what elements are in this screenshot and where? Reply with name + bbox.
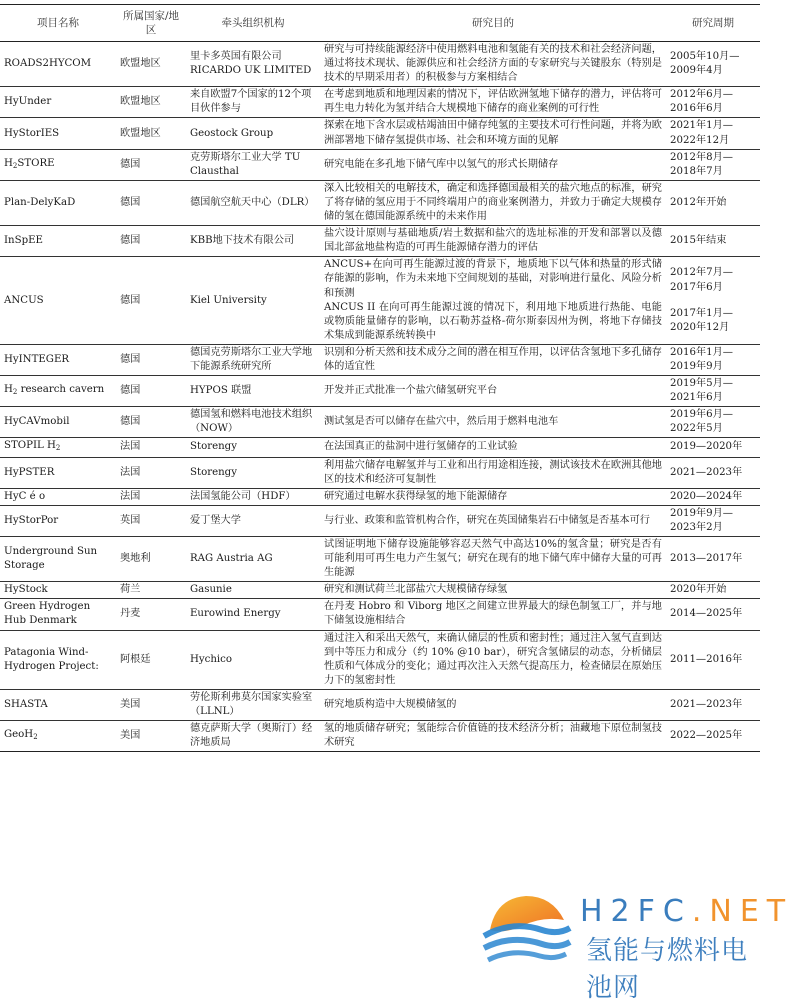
- cell-project-name: Underground Sun Storage: [0, 537, 116, 582]
- cell-period: 2005年10月—2009年4月: [666, 42, 760, 87]
- cell-project-name: [0, 721, 116, 752]
- table-row: [0, 87, 760, 118]
- cell-lead-org: Storengy: [186, 438, 320, 457]
- watermark-en: [580, 894, 793, 929]
- cell-country: 欧盟地区: [116, 42, 186, 87]
- table-row: [0, 226, 760, 257]
- cell-lead-org: Kiel University: [186, 257, 320, 345]
- cell-project-name: Green Hydrogen Hub Denmark: [0, 599, 116, 630]
- cell-purpose: 深入比较相关的电解技术，确定和选择德国最相关的盐穴地点的标准，研究了将存储的氢应用于不同终端用户的商业案例潜力，并致力于确定大规模存储的氢在德国能源系统中的未来作用: [320, 180, 666, 225]
- cell-lead-org: 克劳斯塔尔工业大学 TU Clausthal: [186, 149, 320, 180]
- cell-project-name: InSpEE: [0, 226, 116, 257]
- cell-period: 2020年开始: [666, 582, 760, 599]
- cell-lead-org: Gasunie: [186, 582, 320, 599]
- table-row: [0, 582, 760, 599]
- cell-purpose: 通过注入和采出天然气，来确认储层的性质和密封性；通过注入氢气直到达到中等压力和成分（约 10% @10 bar），研究含氢储层的动态，分析储层性质和气体成分的变化；通过再次注入天然气提高压力，检查储层在原始压力下的氢密封性: [320, 630, 666, 689]
- header-project-name: 项目名称: [0, 5, 116, 42]
- cell-country: 美国: [116, 689, 186, 720]
- watermark-en-accent: .NET: [691, 894, 793, 929]
- cell-lead-org: 德国克劳斯塔尔工业大学地下能源系统研究所: [186, 344, 320, 375]
- table-row: [0, 257, 760, 345]
- cell-period: 2019年5月—2021年6月: [666, 376, 760, 407]
- project-name-prefix: H: [4, 157, 13, 169]
- cell-country: 德国: [116, 407, 186, 438]
- table-row: [0, 689, 760, 720]
- cell-project-name: Patagonia Wind-Hydrogen Project:: [0, 630, 116, 689]
- cell-period: 2014—2025年: [666, 599, 760, 630]
- cell-lead-org: 来自欧盟7个国家的12个项目伙伴参与: [186, 87, 320, 118]
- cell-country: 丹麦: [116, 599, 186, 630]
- cell-purpose: 在丹麦 Hobro 和 Viborg 地区之间建立世界最大的绿色制氢工厂，并与地下储氢设施相结合: [320, 599, 666, 630]
- cell-purpose: 探索在地下含水层或枯竭油田中储存纯氢的主要技术可行性问题，并将为欧洲部署地下储存氢提供市场、社会和环境方面的见解: [320, 118, 666, 149]
- cell-project-name: [0, 376, 116, 407]
- project-name-subscript: 2: [55, 444, 61, 453]
- table-row: [0, 457, 760, 488]
- cell-period: 2016年1月—2019年9月: [666, 344, 760, 375]
- cell-lead-org: KBB地下技术有限公司: [186, 226, 320, 257]
- purpose-part: ANCUS II 在向可再生能源过渡的情况下，利用地下地质进行热能、电能或物质能量储存的影响，以石勒苏益格-荷尔斯泰因州为例，将地下存储技术集成到能源系统转换中: [324, 301, 662, 341]
- watermark-cn: 氢能与燃料电池网: [586, 936, 749, 1003]
- cell-country: 德国: [116, 149, 186, 180]
- cell-project-name: HyCAVmobil: [0, 407, 116, 438]
- header-period: 研究周期: [666, 5, 760, 42]
- cell-country: 奥地利: [116, 537, 186, 582]
- cell-lead-org: 里卡多英国有限公司 RICARDO UK LIMITED: [186, 42, 320, 87]
- cell-purpose: 在法国真正的盐洞中进行氢储存的工业试验: [320, 438, 666, 457]
- cell-purpose: 盐穴设计原则与基础地质/岩土数据和盐穴的选址标准的开发和部署以及德国北部盆地盐构造的可再生能源储存潜力的评估: [320, 226, 666, 257]
- h2fc-watermark: [482, 890, 793, 1003]
- cell-country: 美国: [116, 721, 186, 752]
- cell-lead-org: Geostock Group: [186, 118, 320, 149]
- table-row: [0, 180, 760, 225]
- cell-country: 欧盟地区: [116, 118, 186, 149]
- cell-purpose: 利用盐穴储存电解氢并与工业和出行用途相连接，测试该技术在欧洲其他地区的技术和经济可复制性: [320, 457, 666, 488]
- cell-purpose: 试图证明地下储存设施能够容忍天然气中高达10%的氢含量；研究是否有可能利用可再生电力产生氢气；研究在现有的地下储气库中储存大量的可再生能源: [320, 537, 666, 582]
- table-body: [0, 42, 760, 752]
- cell-lead-org: 德国氢和燃料电池技术组织（NOW）: [186, 407, 320, 438]
- cell-project-name: HyStorPor: [0, 505, 116, 536]
- cell-project-name: [0, 438, 116, 457]
- header-lead-org: 牵头组织机构: [186, 5, 320, 42]
- cell-country: 德国: [116, 180, 186, 225]
- cell-lead-org: HYPOS 联盟: [186, 376, 320, 407]
- cell-purpose: 与行业、政策和监管机构合作，研究在英国储集岩石中储氢是否基本可行: [320, 505, 666, 536]
- cell-country: 欧盟地区: [116, 87, 186, 118]
- project-name-subscript: 2: [12, 161, 18, 170]
- purpose-part: ANCUS+在向可再生能源过渡的背景下，地质地下以气体和热量的形式储存能源的影响，作为未来地下空间规划的基础，对影响进行量化、风险分析和预测: [324, 259, 662, 299]
- cell-lead-org: 德国航空航天中心（DLR）: [186, 180, 320, 225]
- cell-purpose: 开发并正式批准一个盐穴储氢研究平台: [320, 376, 666, 407]
- period-split: [670, 260, 756, 340]
- period-part: 2012年7月—2017年6月: [670, 267, 733, 293]
- cell-purpose: 测试氢是否可以储存在盐穴中，然后用于燃料电池车: [320, 407, 666, 438]
- cell-project-name: ANCUS: [0, 257, 116, 345]
- cell-lead-org: Eurowind Energy: [186, 599, 320, 630]
- project-name-suffix: research cavern: [17, 384, 105, 396]
- table-row: [0, 149, 760, 180]
- table-row: [0, 407, 760, 438]
- cell-period: 2013—2017年: [666, 537, 760, 582]
- cell-country: 阿根廷: [116, 630, 186, 689]
- cell-purpose: 研究与可持续能源经济中使用燃料电池和氢能有关的技术和社会经济问题，通过将技术现状、能源供应和社会经济方面的专家研究与关键股东（特别是技术的早期采用者）的积极参与方案相结合: [320, 42, 666, 87]
- cell-lead-org: 爱丁堡大学: [186, 505, 320, 536]
- cell-project-name: HyINTEGER: [0, 344, 116, 375]
- cell-country: 德国: [116, 257, 186, 345]
- table-row: [0, 537, 760, 582]
- cell-project-name: [0, 149, 116, 180]
- cell-lead-org: RAG Austria AG: [186, 537, 320, 582]
- cell-country: 德国: [116, 344, 186, 375]
- table-row: [0, 488, 760, 505]
- table-row: [0, 721, 760, 752]
- cell-period: [666, 257, 760, 345]
- table-row: [0, 438, 760, 457]
- cell-project-name: SHASTA: [0, 689, 116, 720]
- cell-country: 荷兰: [116, 582, 186, 599]
- cell-country: 德国: [116, 226, 186, 257]
- table-header-row: [0, 5, 760, 42]
- cell-lead-org: Hychico: [186, 630, 320, 689]
- table-row: [0, 599, 760, 630]
- cell-period: 2021—2023年: [666, 689, 760, 720]
- table-row: [0, 344, 760, 375]
- cell-period: 2022—2025年: [666, 721, 760, 752]
- cell-country: 法国: [116, 488, 186, 505]
- cell-purpose: 研究和测试荷兰北部盐穴大规模储存绿氢: [320, 582, 666, 599]
- cell-project-name: HyC é o: [0, 488, 116, 505]
- cell-period: 2012年8月—2018年7月: [666, 149, 760, 180]
- cell-project-name: HyPSTER: [0, 457, 116, 488]
- cell-country: 法国: [116, 457, 186, 488]
- cell-period: 2021年1月—2022年12月: [666, 118, 760, 149]
- cell-purpose: 在考虑到地质和地理因素的情况下，评估欧洲氢地下储存的潜力，评估将可再生电力转化为氢并结合大规模地下储存的商业案例的可行性: [320, 87, 666, 118]
- project-name-prefix: H: [4, 384, 13, 396]
- hydrogen-storage-projects-table: [0, 4, 760, 752]
- table-row: [0, 118, 760, 149]
- table-row: [0, 42, 760, 87]
- cell-lead-org: 劳伦斯利弗莫尔国家实验室（LLNL）: [186, 689, 320, 720]
- cell-country: 德国: [116, 376, 186, 407]
- cell-purpose: 研究电能在多孔地下储气库中以氢气的形式长期储存: [320, 149, 666, 180]
- cell-period: 2019年9月—2023年2月: [666, 505, 760, 536]
- cell-period: 2019—2020年: [666, 438, 760, 457]
- project-name-prefix: GeoH: [4, 729, 34, 741]
- header-country: 所属国家/地区: [116, 5, 186, 42]
- watermark-en-main: H2FC: [580, 894, 692, 929]
- cell-lead-org: 法国氢能公司（HDF）: [186, 488, 320, 505]
- cell-period: 2012年6月—2016年6月: [666, 87, 760, 118]
- project-name-subscript: 2: [33, 733, 38, 742]
- sun-wave-logo-icon: [482, 890, 572, 970]
- period-part: 2017年1月—2020年12月: [670, 307, 733, 333]
- cell-purpose: 研究通过电解水获得绿氢的地下能源储存: [320, 488, 666, 505]
- table-row: [0, 505, 760, 536]
- cell-lead-org: 德克萨斯大学（奥斯汀）经济地质局: [186, 721, 320, 752]
- cell-country: 法国: [116, 438, 186, 457]
- cell-project-name: Plan-DelyKaD: [0, 180, 116, 225]
- project-name-prefix: STOPIL H: [4, 440, 56, 452]
- cell-period: 2019年6月—2022年5月: [666, 407, 760, 438]
- cell-purpose: 研究地质构造中大规模储氢的: [320, 689, 666, 720]
- cell-project-name: ROADS2HYCOM: [0, 42, 116, 87]
- cell-purpose: 识别和分析天然和技术成分之间的潜在相互作用，以评估含氢地下多孔储存体的适宜性: [320, 344, 666, 375]
- cell-period: 2012年开始: [666, 180, 760, 225]
- cell-project-name: HyStorIES: [0, 118, 116, 149]
- cell-lead-org: Storengy: [186, 457, 320, 488]
- project-name-subscript: 2: [12, 388, 18, 397]
- cell-country: 英国: [116, 505, 186, 536]
- cell-period: 2011—2016年: [666, 630, 760, 689]
- cell-purpose: [320, 257, 666, 345]
- header-purpose: 研究目的: [320, 5, 666, 42]
- cell-project-name: HyUnder: [0, 87, 116, 118]
- cell-period: 2020—2024年: [666, 488, 760, 505]
- cell-purpose: 氢的地质储存研究；氢能综合价值链的技术经济分析；油藏地下原位制氢技术研究: [320, 721, 666, 752]
- table-row: [0, 630, 760, 689]
- table-row: [0, 376, 760, 407]
- cell-period: 2021—2023年: [666, 457, 760, 488]
- cell-project-name: HyStock: [0, 582, 116, 599]
- cell-period: 2015年结束: [666, 226, 760, 257]
- project-name-suffix: STORE: [17, 157, 55, 169]
